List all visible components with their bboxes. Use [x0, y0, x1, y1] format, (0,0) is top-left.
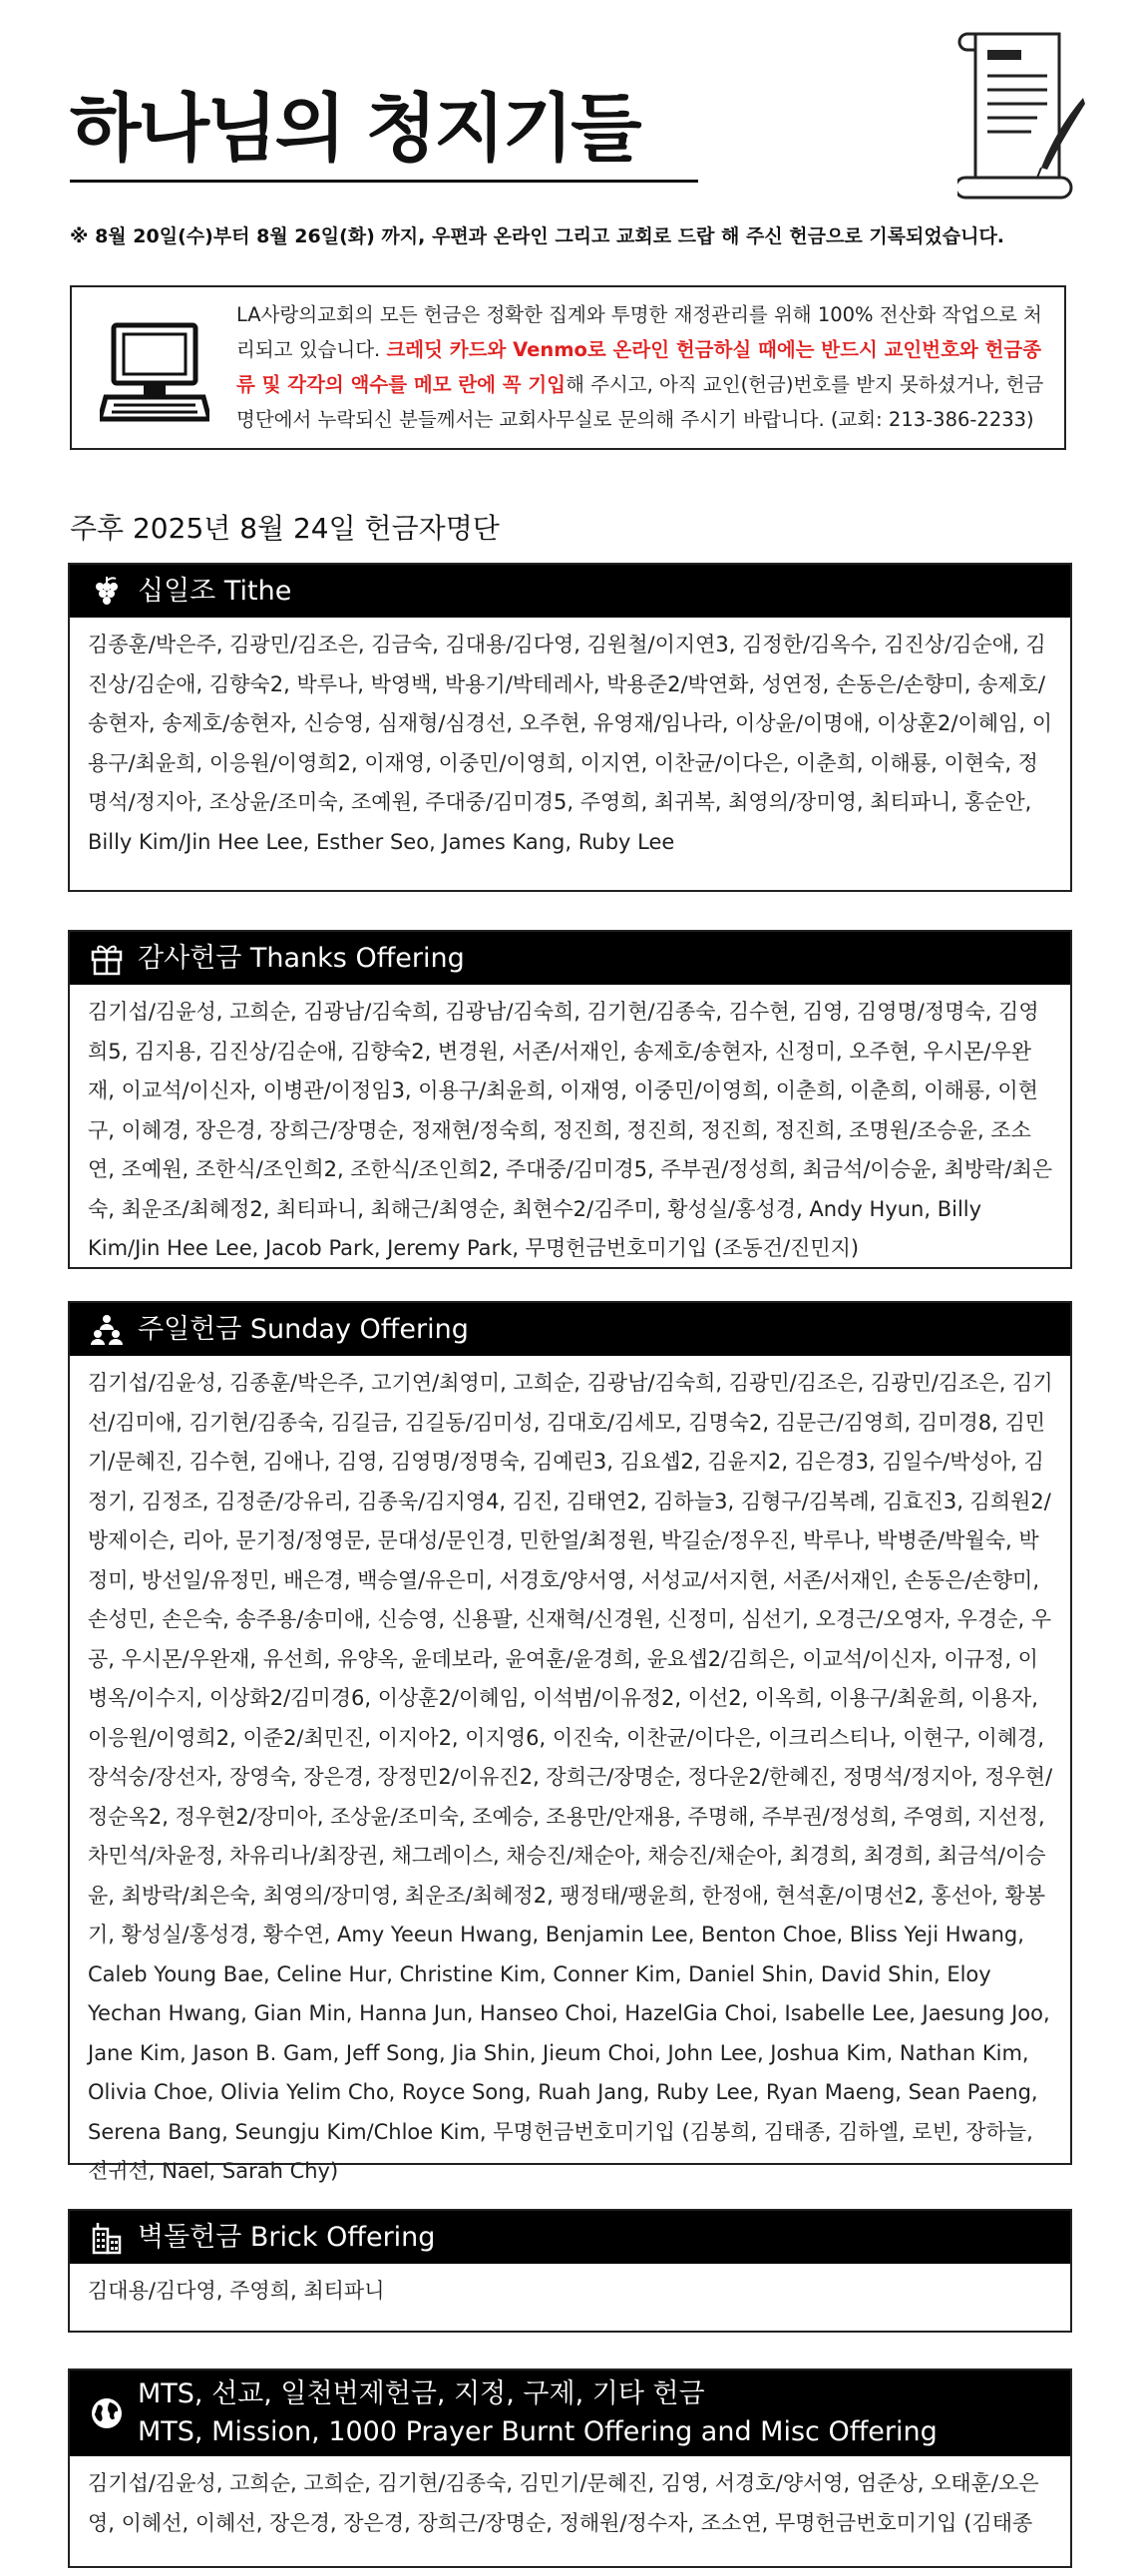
info-paragraph — [236, 297, 1054, 437]
grapes-icon — [90, 575, 124, 609]
section-header — [70, 2211, 1070, 2264]
donor-names: 김종훈/박은주, 김광민/김조은, 김금숙, 김대용/김다영, 김원철/이지연3, 김정한/김옥수, 김진상/김순애, 김진상/김순애, 김향숙2, 박루나, 박영백, 박용기/박테레사, 박용준2/박연화, 성연정, 손동은/손향미, 송제호/송현자, 송제호/송현자, 신승영, 심재형/심경선, 오주현, 유영재/임나라, 이상윤/이명애, 이상훈2/이혜임, 이용구/최윤희, 이응원/이영희2, 이재영, 이중민/이영희, 이지연, 이찬균/이다은, 이춘희, 이해룡, 이현숙, 정명석/정지아, 조상윤/조미숙, 조예원, 주대중/김미경5, 주영희, 최귀복, 최영의/장미영, 최티파니, 홍순안, Billy Kim/Jin Hee Lee, Esther Seo, James Kang, Ruby Lee — [88, 633, 1052, 854]
section-title — [138, 2375, 938, 2451]
section-tithe — [68, 563, 1072, 892]
people-icon — [90, 1313, 124, 1347]
document-scroll-icon — [957, 28, 1087, 208]
globe-icon — [90, 2396, 124, 2430]
section-header — [70, 932, 1070, 985]
donor-names: 김기섭/김윤성, 고희순, 고희순, 김기현/김종숙, 김민기/문혜진, 김영, 서경호/양서영, 엄준상, 오태훈/오은영, 이혜선, 이혜선, 장은경, 장은경, 장희근/장명순, 정해원/정수자, 조소연, 무명헌금번호미기입 (김태종 — [88, 2471, 1039, 2535]
section-title-english: MTS, Mission, 1000 Prayer Burnt Offering and Misc Offering — [138, 2416, 938, 2447]
section-title: 십일조 Tithe — [138, 575, 292, 607]
donor-names: 김기섭/김윤성, 고희순, 김광남/김숙희, 김광남/김숙희, 김기현/김종숙, 김수현, 김영, 김영명/정명숙, 김영희5, 김지용, 김진상/김순애, 김향숙2, 변경원, 서존/서재인, 송제호/송현자, 신정미, 오주현, 우시몬/우완재, 이교석/이신자, 이병관/이정임3, 이용구/최윤희, 이재영, 이중민/이영희, 이춘희, 이춘희, 이해룡, 이현구, 이혜경, 장은경, 장희근/장명순, 정재현/정숙희, 정진희, 정진희, 정진희, 정진희, 조명원/조승윤, 조소연, 조예원, 조한식/조인희2, 조한식/조인희2, 주대중/김미경5, 주부권/정성희, 최금석/이승윤, 최방락/최은숙, 최운조/최혜정2, 최티파니, 최해근/최영순, 최현수2/김주미, 황성실/홍성경, Andy Hyun, Billy Kim/Jin Hee Lee, Jacob Park, Jeremy Park, 무명헌금번호미기입 (조동건/진민지) — [88, 1000, 1053, 1260]
computer-icon — [100, 317, 209, 427]
section-title-korean: MTS, 선교, 일천번제헌금, 지정, 구제, 기타 헌금 — [138, 2378, 705, 2409]
donor-list-title: 주후 2025년 8월 24일 헌금자명단 — [70, 512, 500, 545]
section-header — [70, 1303, 1070, 1356]
section-header — [70, 565, 1070, 618]
info-text-end: 해 주시고, 아직 교인(헌금)번호를 받지 못하셨거나, 헌금 명단에서 누락되신 분들께서는 교회사무실로 문의해 주시기 바랍니다. (교회: 213-386-2233) — [236, 373, 1044, 431]
info-text-start: LA사랑의교회의 모든 헌금은 정확한 집계와 투명한 재정관리를 위해 100% 전산화 작업으로 처리되고 있습니다. — [236, 303, 1042, 361]
section-title: 벽돌헌금 Brick Offering — [138, 2221, 436, 2253]
page-title: 하나님의 청지기들 — [70, 86, 639, 172]
section-thanks — [68, 930, 1072, 1269]
info-box — [70, 285, 1066, 450]
section-sunday — [68, 1301, 1072, 2183]
section-misc — [68, 2368, 1072, 2568]
section-title: 감사헌금 Thanks Offering — [138, 942, 465, 974]
building-icon — [90, 2221, 124, 2255]
info-text-highlight: 크레딧 카드와 Venmo로 온라인 헌금하실 때에는 반드시 교인번호와 헌금종류 및 각각의 액수를 메모 란에 꼭 기입 — [236, 338, 1042, 396]
donor-names: 김기섭/김윤성, 김종훈/박은주, 고기연/최영미, 고희순, 김광남/김숙희, 김광민/김조은, 김광민/김조은, 김기선/김미애, 김기현/김종숙, 김길금, 김길동/김미성, 김대호/김세모, 김명숙2, 김문근/김영희, 김미경8, 김민기/문혜진, 김수현, 김애나, 김영, 김영명/정명숙, 김예린3, 김요셉2, 김윤지2, 김은경3, 김일수/박성아, 김정기, 김정조, 김정준/강유리, 김종욱/김지영4, 김진, 김태연2, 김하늘3, 김형구/김복례, 김효진3, 김희원2/방제이슨, 리아, 문기정/정영문, 문대성/문인경, 민한얼/최정원, 박길순/정우진, 박루나, 박병준/박월숙, 박정미, 방선일/유정민, 배은경, 백승열/유은미, 서경호/양서영, 서성교/서지현, 서존/서재인, 손동은/손향미, 손성민, 손은숙, 송주용/송미애, 신승영, 신용팔, 신재혁/신경원, 신정미, 심선기, 오경근/오영자, 우경순, 우공, 우시몬/우완재, 유선희, 유양옥, 윤데보라, 윤여훈/윤경희, 윤요셉2/김희은, 이교석/이신자, 이규정, 이병옥/이수지, 이상화2/김미경6, 이상훈2/이혜임, 이석범/이유정2, 이선2, 이옥희, 이용구/최윤희, 이용자, 이응원/이영희2, 이준2/최민진, 이지아2, 이지영6, 이진숙, 이찬균/이다은, 이크리스티나, 이현구, 이혜경, 장석숭/장선자, 장영숙, 장은경, 장정민2/이유진2, 장희근/장명순, 정다운2/한혜진, 정명석/정지아, 정우현/정순옥2, 정우현2/장미아, 조상윤/조미숙, 조예승, 조용만/안재용, 주명해, 주부권/정성희, 주영희, 지선정, 차민석/차윤정, 차유리나/최장권, 채그레이스, 채승진/채순아, 채승진/채순아, 최경희, 최경희, 최금석/이승윤, 최방락/최은숙, 최영의/장미영, 최운조/최혜정2, 팽정태/팽윤희, 한정애, 현석훈/이명선2, 홍선아, 황봉기, 황성실/홍성경, 황수연, Amy Yeeun Hwang, Benjamin Lee, Benton Choe, Bliss Yeji Hwang, Caleb Young Bae, Celine Hur, Christine Kim, Conner Kim, Daniel Shin, David Shin, Eloy Yechan Hwang, Gian Min, Hanna Jun, Hanseo Choi, HazelGia Choi, Isabelle Lee, Jaesung Joo, Jane Kim, Jason B. Gam, Jeff Song, Jia Shin, Jieum Choi, John Lee, Joshua Kim, Nathan Kim, Olivia Choe, Olivia Yelim Cho, Royce Song, Ruah Jang, Ruby Lee, Ryan Maeng, Sean Paeng, Serena Bang, Seungju Kim/Chloe Kim, 무명헌금번호미기입 (김봉희, 김태종, 김하엘, 로빈, 장하늘, 전귀선, Nael, Sarah Chy) — [88, 1371, 1053, 2183]
gift-icon — [90, 942, 124, 976]
section-title: 주일헌금 Sunday Offering — [138, 1313, 469, 1345]
notice-text: ※ 8월 20일(수)부터 8월 26일(화) 까지, 우편과 온라인 그리고 교회로 드랍 해 주신 헌금으로 기록되었습니다. — [70, 225, 1005, 247]
title-underline — [70, 180, 698, 183]
section-header — [70, 2370, 1070, 2456]
donor-names: 김대용/김다영, 주영희, 최티파니 — [88, 2279, 385, 2303]
section-brick — [68, 2209, 1072, 2333]
